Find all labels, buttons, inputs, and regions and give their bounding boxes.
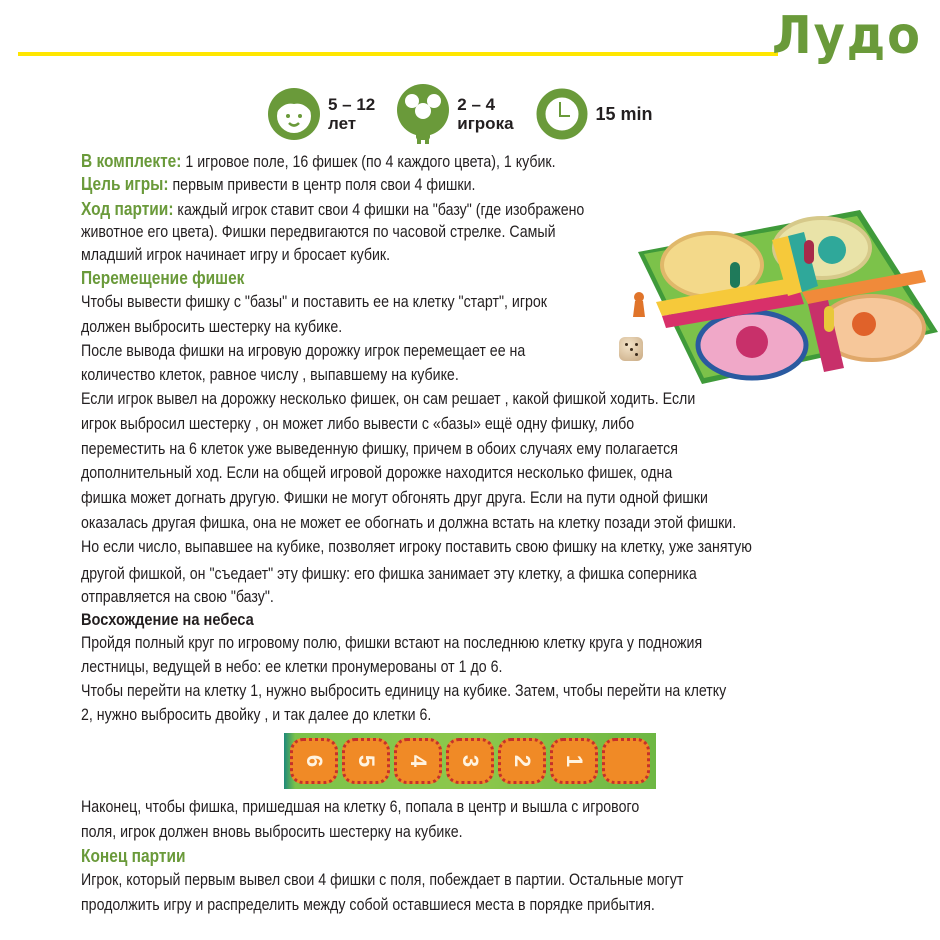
- pawn-red-icon: [804, 240, 814, 264]
- heaven-ladder-strip: [284, 733, 656, 789]
- section-heading-movement: Перемещение фишек: [81, 268, 245, 288]
- paragraph-line: младший игрок начинает игру и бросает кубик.: [81, 246, 391, 264]
- ladder-cell: [602, 738, 650, 784]
- paragraph-line: другой фишкой, он "съедает" эту фишку: его фишка занимает эту клетку, а фишка соперника: [81, 565, 697, 583]
- goal-label: Цель игры:: [81, 174, 169, 194]
- paragraph-line: отправляется на свою "базу".: [81, 588, 274, 606]
- turn-label: Ход партии:: [81, 199, 174, 219]
- section-heading-end: Конец партии: [81, 846, 186, 866]
- paragraph-line: игрок выбросил шестерку , он может либо вывести с «базы» ещё одну фишку, либо: [81, 415, 635, 433]
- info-badges: [268, 86, 675, 142]
- paragraph-line: поля, игрок должен вновь выбросить шестерку на кубике.: [81, 823, 463, 841]
- age-unit: лет: [328, 114, 357, 133]
- goal-line: Цель игры: первым привести в центр поля свои 4 фишки.: [81, 174, 476, 194]
- paragraph-line: Если игрок вывел на дорожку несколько фишек, он сам решает , какой фишкой ходить. Если: [81, 390, 696, 408]
- paragraph-line: Чтобы перейти на клетку 1, нужно выбросить единицу на кубике. Затем, чтобы перейти на клетку: [81, 682, 727, 700]
- die-icon: [619, 337, 643, 361]
- paragraph-line: 2, нужно выбросить двойку , и так далее до клетки 6.: [81, 706, 432, 724]
- contents-label: В комплекте:: [81, 151, 182, 171]
- age-range: 5 – 12: [328, 95, 376, 114]
- paragraph-line: количество клеток, равное числу , выпавшему на кубике.: [81, 366, 459, 384]
- section-heading-ascension: Восхождение на небеса: [81, 610, 254, 629]
- paragraph-line: оказалась другая фишка, она не может ее обогнать и должна встать на клетку позади этой фишки.: [81, 514, 737, 532]
- players-badge: [397, 88, 513, 140]
- paragraph-line: фишка может догнать другую. Фишки не могут обгонять друг друга. Если на пути одной фишки: [81, 489, 708, 507]
- paragraph-line: Наконец, чтобы фишка, пришедшая на клетку 6, попала в центр и вышла с игрового: [81, 798, 640, 816]
- child-face-icon: [268, 88, 320, 140]
- paragraph-line: Игрок, который первым вывел свои 4 фишки с поля, побеждает в партии. Остальные могут: [81, 871, 684, 889]
- turn-line: Ход партии: каждый игрок ставит свои 4 фишки на "базу" (где изображено: [81, 199, 585, 219]
- player-range: 2 – 4: [457, 95, 496, 114]
- paragraph-line: Пройдя полный круг по игровому полю, фишки встают на последнюю клетку круга у подножия: [81, 634, 703, 652]
- ladder-cell: 6: [290, 738, 338, 784]
- contents-line: В комплекте: 1 игровое поле, 16 фишек (по 4 каждого цвета), 1 кубик.: [81, 151, 556, 171]
- paragraph-line: должен выбросить шестерку на кубике.: [81, 318, 343, 336]
- paragraph-line: Но если число, выпавшее на кубике, позволяет игроку поставить свою фишку на клетку, уже занятую: [81, 538, 752, 556]
- player-unit: игрока: [457, 114, 514, 133]
- players-group-icon: [397, 88, 449, 140]
- ladder-cell: 4: [394, 738, 442, 784]
- pawn-green-icon: [730, 262, 740, 288]
- game-board-illustration: [632, 200, 940, 390]
- ladder-cell: 5: [342, 738, 390, 784]
- pawn-orange-icon: [632, 291, 646, 319]
- paragraph-line: лестницы, ведущей в небо: ее клетки пронумерованы от 1 до 6.: [81, 658, 503, 676]
- paragraph-line: продолжить игру и распределить между собой оставшиеся места в порядке прибытия.: [81, 896, 655, 914]
- paragraph-line: животное его цвета). Фишки передвигаются по часовой стрелке. Самый: [81, 223, 556, 241]
- age-badge: [268, 88, 375, 140]
- paragraph-line: дополнительный ход. Если на общей игровой дорожке находится несколько фишек, одна: [81, 464, 673, 482]
- duration-badge: [536, 88, 653, 140]
- yellow-accent-line: [18, 52, 778, 56]
- ladder-cell: 2: [498, 738, 546, 784]
- paragraph-line: Чтобы вывести фишку с "базы" и поставить ее на клетку "старт", игрок: [81, 293, 548, 311]
- duration-value: 15 min: [595, 103, 653, 124]
- page-title: Лудо: [772, 6, 922, 66]
- paragraph-line: переместить на 6 клеток уже выведенную фишку, причем в обоих случаях ему полагается: [81, 440, 678, 458]
- ladder-cell: 3: [446, 738, 494, 784]
- clock-icon: [536, 88, 588, 140]
- ladder-cell: 1: [550, 738, 598, 784]
- pawn-yellow-icon: [824, 306, 834, 332]
- paragraph-line: После вывода фишки на игровую дорожку игрок перемещает ее на: [81, 342, 526, 360]
